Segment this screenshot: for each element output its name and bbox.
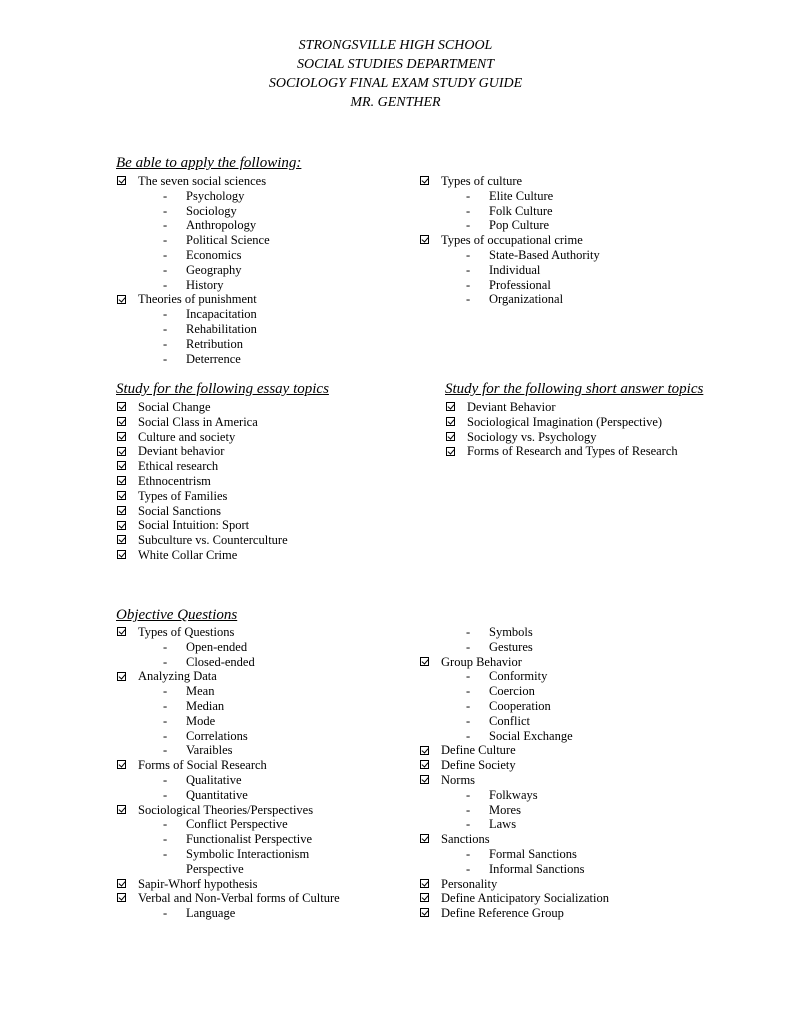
dash-bullet: - xyxy=(163,203,168,218)
sub-item-label: Closed-ended xyxy=(186,654,255,669)
sub-item-label: Symbols xyxy=(489,625,533,639)
checklist-item xyxy=(446,444,678,459)
checklist-item xyxy=(117,504,288,519)
sub-item xyxy=(117,847,340,862)
checkbox-checked-icon xyxy=(117,402,126,411)
checkbox-checked-icon xyxy=(117,506,126,515)
checklist-item-label: Sociology vs. Psychology xyxy=(467,429,597,444)
checkbox-checked-icon xyxy=(117,550,126,559)
sub-item xyxy=(420,714,609,729)
sub-item-label: Functionalist Perspective xyxy=(186,832,313,847)
sub-item xyxy=(420,817,609,832)
checklist-item xyxy=(446,400,678,415)
dash-bullet: - xyxy=(163,772,168,787)
checkbox-checked-icon xyxy=(117,176,126,185)
sub-item xyxy=(420,788,609,803)
sub-item xyxy=(117,322,270,337)
sub-item xyxy=(420,292,600,307)
sub-item xyxy=(420,699,609,714)
dash-bullet: - xyxy=(163,277,168,292)
checkbox-checked-icon xyxy=(117,535,126,544)
checklist-item xyxy=(117,891,340,906)
dash-bullet: - xyxy=(466,713,471,728)
dash-bullet: - xyxy=(163,233,168,248)
checkbox-checked-icon xyxy=(420,893,429,902)
objective-right-list xyxy=(420,625,609,921)
sub-item xyxy=(420,669,609,684)
checklist-item-label: Define Anticipatory Socialization xyxy=(441,891,610,906)
sub-item-label: Sociology xyxy=(186,203,237,218)
checkbox-checked-icon xyxy=(117,760,126,769)
sub-item xyxy=(117,773,340,788)
dash-bullet: - xyxy=(163,218,168,233)
checklist-item-label: Social Change xyxy=(138,400,211,414)
checklist-item-label: Social Sanctions xyxy=(138,503,221,518)
sub-item-label: Mean xyxy=(186,684,215,699)
checklist-item-label: Types of culture xyxy=(441,174,523,188)
sub-item-continuation: Perspective xyxy=(186,861,244,876)
sub-item-label: Conflict xyxy=(489,713,530,728)
checkbox-checked-icon xyxy=(420,176,429,185)
sub-item xyxy=(117,714,340,729)
checkbox-checked-icon xyxy=(117,461,126,470)
checklist-item-label: Sanctions xyxy=(441,832,490,847)
checklist-item xyxy=(117,625,340,640)
checklist-item xyxy=(117,459,288,474)
dash-bullet: - xyxy=(466,262,471,277)
dash-bullet: - xyxy=(163,832,168,847)
checkbox-checked-icon xyxy=(420,879,429,888)
dash-bullet: - xyxy=(466,203,471,218)
checkbox-checked-icon xyxy=(117,521,126,530)
checklist-item-label: Sociological Theories/Perspectives xyxy=(138,802,314,817)
sub-item-label: Mores xyxy=(489,802,521,817)
sub-item-label: Geography xyxy=(186,262,242,277)
checklist-item xyxy=(420,906,609,921)
checklist-item-label: Types of Families xyxy=(138,488,228,503)
apply-section-title: Be able to apply the following: xyxy=(116,155,302,171)
checklist-item-label: Ethical research xyxy=(138,459,219,474)
sub-item xyxy=(117,233,270,248)
dash-bullet: - xyxy=(163,698,168,713)
sub-item xyxy=(420,218,600,233)
checkbox-checked-icon xyxy=(117,805,126,814)
dash-bullet: - xyxy=(466,861,471,876)
checklist-item xyxy=(420,743,609,758)
checklist-item xyxy=(117,474,288,489)
sub-item-label: Laws xyxy=(489,817,517,832)
sub-item xyxy=(117,307,270,322)
dash-bullet: - xyxy=(466,247,471,262)
apply-right-list xyxy=(420,174,600,307)
checklist-item-label: Sociological Imagination (Perspective) xyxy=(467,414,663,429)
sub-item-label: Economics xyxy=(186,247,242,262)
checklist-item-label: Forms of Social Research xyxy=(138,758,267,773)
checkbox-checked-icon xyxy=(117,417,126,426)
checklist-item xyxy=(117,669,340,684)
department-name: SOCIAL STUDIES DEPARTMENT xyxy=(296,57,495,72)
dash-bullet: - xyxy=(466,669,471,684)
checkbox-checked-icon xyxy=(117,476,126,485)
checklist-item xyxy=(420,655,609,670)
checkbox-checked-icon xyxy=(117,879,126,888)
dash-bullet: - xyxy=(466,684,471,699)
sub-item-label: Social Exchange xyxy=(489,728,573,743)
checklist-item-label: Social Class in America xyxy=(138,414,258,429)
sub-item-label: Language xyxy=(186,906,236,921)
sub-item xyxy=(117,204,270,219)
sub-item-label: Rehabilitation xyxy=(186,321,257,336)
sub-item-label: Cooperation xyxy=(489,698,551,713)
checklist-item-label: Types of Questions xyxy=(138,625,235,639)
dash-bullet: - xyxy=(466,698,471,713)
sub-item-label: Folkways xyxy=(489,787,538,802)
sub-item xyxy=(117,743,340,758)
sub-item xyxy=(420,204,600,219)
document-header xyxy=(0,36,791,112)
dash-bullet: - xyxy=(163,743,168,758)
sub-item xyxy=(117,337,270,352)
short-answer-section-title: Study for the following short answer topics xyxy=(445,381,704,397)
sub-item-label: Informal Sanctions xyxy=(489,861,585,876)
checklist-item xyxy=(117,292,270,307)
sub-item-label: Psychology xyxy=(186,188,245,203)
sub-item-label: Formal Sanctions xyxy=(489,846,577,861)
checklist-item xyxy=(117,533,288,548)
checklist-item-label: Define Society xyxy=(441,758,516,773)
checkbox-checked-icon xyxy=(117,432,126,441)
sub-item xyxy=(420,263,600,278)
sub-item-label: Incapacitation xyxy=(186,307,257,322)
sub-item xyxy=(420,847,609,862)
checkbox-checked-icon xyxy=(446,432,455,441)
checkbox-checked-icon xyxy=(420,834,429,843)
checkbox-checked-icon xyxy=(117,295,126,304)
dash-bullet: - xyxy=(163,906,168,921)
checklist-item-label: Social Intuition: Sport xyxy=(138,518,250,533)
sub-item xyxy=(117,189,270,204)
dash-bullet: - xyxy=(163,654,168,669)
dash-bullet: - xyxy=(163,262,168,277)
sub-item-label: Political Science xyxy=(186,233,270,248)
sub-item xyxy=(117,640,340,655)
checklist-item xyxy=(117,548,288,563)
checklist-item xyxy=(117,174,270,189)
checklist-item xyxy=(420,877,609,892)
teacher-name: MR. GENTHER xyxy=(350,95,441,110)
sub-item xyxy=(117,906,340,921)
checklist-item-label: Forms of Research and Types of Research xyxy=(467,444,678,459)
checklist-item-label: Analyzing Data xyxy=(138,669,217,684)
dash-bullet: - xyxy=(466,188,471,203)
checklist-item-label: Sapir-Whorf hypothesis xyxy=(138,876,258,891)
sub-item-label: Elite Culture xyxy=(489,188,554,203)
checklist-item-label: Define Culture xyxy=(441,743,516,758)
dash-bullet: - xyxy=(466,728,471,743)
school-name: STRONGSVILLE HIGH SCHOOL xyxy=(298,38,493,53)
sub-item-label: Median xyxy=(186,698,225,713)
dash-bullet: - xyxy=(163,351,168,366)
dash-bullet: - xyxy=(163,639,168,654)
checklist-item-label: The seven social sciences xyxy=(138,174,267,188)
checklist-item-label: Ethnocentrism xyxy=(138,473,211,488)
checklist-item-label: Verbal and Non-Verbal forms of Culture xyxy=(138,891,340,906)
checkbox-checked-icon xyxy=(446,447,455,456)
dash-bullet: - xyxy=(163,336,168,351)
sub-item-label: Coercion xyxy=(489,684,535,699)
checklist-item xyxy=(117,400,288,415)
sub-item-label: Folk Culture xyxy=(489,203,553,218)
dash-bullet: - xyxy=(466,625,471,639)
dash-bullet: - xyxy=(163,846,168,861)
dash-bullet: - xyxy=(163,247,168,262)
sub-item xyxy=(420,862,609,877)
sub-item-label: Conflict Perspective xyxy=(186,817,288,832)
sub-item xyxy=(117,352,270,367)
sub-item xyxy=(420,640,609,655)
dash-bullet: - xyxy=(163,713,168,728)
sub-item-label: Varaibles xyxy=(186,743,233,758)
objective-left-list xyxy=(117,625,340,921)
sub-item xyxy=(117,817,340,832)
sub-item xyxy=(117,263,270,278)
checklist-item xyxy=(117,877,340,892)
sub-item xyxy=(420,684,609,699)
sub-item xyxy=(117,655,340,670)
checkbox-checked-icon xyxy=(420,908,429,917)
checklist-item xyxy=(420,174,600,189)
sub-item-label: Mode xyxy=(186,713,216,728)
dash-bullet: - xyxy=(163,728,168,743)
checklist-item xyxy=(117,518,288,533)
checklist-item-label: Personality xyxy=(441,876,498,891)
sub-item xyxy=(117,729,340,744)
sub-item-label: Qualitative xyxy=(186,772,242,787)
dash-bullet: - xyxy=(163,684,168,699)
sub-item-label: Quantitative xyxy=(186,787,248,802)
checklist-item xyxy=(117,489,288,504)
checklist-item xyxy=(446,415,678,430)
sub-item xyxy=(117,832,340,847)
sub-item xyxy=(420,189,600,204)
dash-bullet: - xyxy=(466,817,471,832)
sub-item-label: History xyxy=(186,277,224,292)
checklist-item xyxy=(446,430,678,445)
sub-item xyxy=(420,248,600,263)
sub-item-label: Conformity xyxy=(489,669,548,684)
checklist-item xyxy=(117,444,288,459)
checklist-item-label: Group Behavior xyxy=(441,654,522,669)
sub-item xyxy=(117,218,270,233)
checklist-item xyxy=(420,832,609,847)
checkbox-checked-icon xyxy=(420,235,429,244)
dash-bullet: - xyxy=(163,787,168,802)
checklist-item xyxy=(117,430,288,445)
sub-item-label: Gestures xyxy=(489,639,533,654)
checklist-item xyxy=(420,233,600,248)
checklist-item-label: Culture and society xyxy=(138,429,236,444)
sub-item-label: Pop Culture xyxy=(489,218,550,233)
checklist-item xyxy=(117,758,340,773)
sub-item-label: Symbolic Interactionism xyxy=(186,846,310,861)
sub-item-label: Organizational xyxy=(489,292,564,307)
sub-item-label: Professional xyxy=(489,277,551,292)
checklist-item-label: Theories of punishment xyxy=(138,292,257,307)
sub-item xyxy=(117,278,270,293)
dash-bullet: - xyxy=(466,639,471,654)
dash-bullet: - xyxy=(163,817,168,832)
checkbox-checked-icon xyxy=(117,627,126,636)
dash-bullet: - xyxy=(466,802,471,817)
sub-item xyxy=(117,684,340,699)
dash-bullet: - xyxy=(466,218,471,233)
objective-section-title: Objective Questions xyxy=(116,607,238,623)
checklist-item-label: Types of occupational crime xyxy=(441,233,583,248)
checkbox-checked-icon xyxy=(446,417,455,426)
checkbox-checked-icon xyxy=(420,760,429,769)
checklist-item xyxy=(117,803,340,818)
checkbox-checked-icon xyxy=(117,893,126,902)
checklist-item-label: Deviant Behavior xyxy=(467,400,556,414)
checkbox-checked-icon xyxy=(117,447,126,456)
sub-item-label: State-Based Authority xyxy=(489,247,600,262)
document-title: SOCIOLOGY FINAL EXAM STUDY GUIDE xyxy=(268,76,523,91)
checklist-item-label: Subculture vs. Counterculture xyxy=(138,533,288,548)
sub-item-label: Deterrence xyxy=(186,351,241,366)
checklist-item xyxy=(420,758,609,773)
dash-bullet: - xyxy=(163,188,168,203)
sub-item-label: Individual xyxy=(489,262,541,277)
checkbox-checked-icon xyxy=(420,657,429,666)
checklist-item-label: Norms xyxy=(441,772,476,787)
dash-bullet: - xyxy=(466,787,471,802)
sub-item xyxy=(420,803,609,818)
dash-bullet: - xyxy=(163,321,168,336)
checkbox-checked-icon xyxy=(420,746,429,755)
short-answer-topic-list xyxy=(446,400,678,459)
checkbox-checked-icon xyxy=(446,402,455,411)
dash-bullet: - xyxy=(466,292,471,307)
sub-item-label: Open-ended xyxy=(186,639,248,654)
checklist-item xyxy=(420,891,609,906)
dash-bullet: - xyxy=(163,307,168,322)
essay-section-title: Study for the following essay topics xyxy=(116,381,329,397)
sub-item-label: Retribution xyxy=(186,336,243,351)
checklist-item-label: Deviant behavior xyxy=(138,444,225,459)
apply-left-list xyxy=(117,174,270,366)
checkbox-checked-icon xyxy=(420,775,429,784)
checkbox-checked-icon xyxy=(117,672,126,681)
essay-topic-list xyxy=(117,400,288,563)
checklist-item-label: White Collar Crime xyxy=(138,547,238,562)
sub-item xyxy=(117,248,270,263)
checkbox-checked-icon xyxy=(117,491,126,500)
checklist-item xyxy=(117,415,288,430)
sub-item xyxy=(420,278,600,293)
dash-bullet: - xyxy=(466,277,471,292)
sub-item xyxy=(117,699,340,714)
sub-item xyxy=(420,625,609,640)
sub-item xyxy=(420,729,609,744)
sub-item xyxy=(117,788,340,803)
sub-item-label: Correlations xyxy=(186,728,248,743)
checklist-item-label: Define Reference Group xyxy=(441,906,564,921)
checklist-item xyxy=(420,773,609,788)
dash-bullet: - xyxy=(466,846,471,861)
sub-item-label: Anthropology xyxy=(186,218,257,233)
